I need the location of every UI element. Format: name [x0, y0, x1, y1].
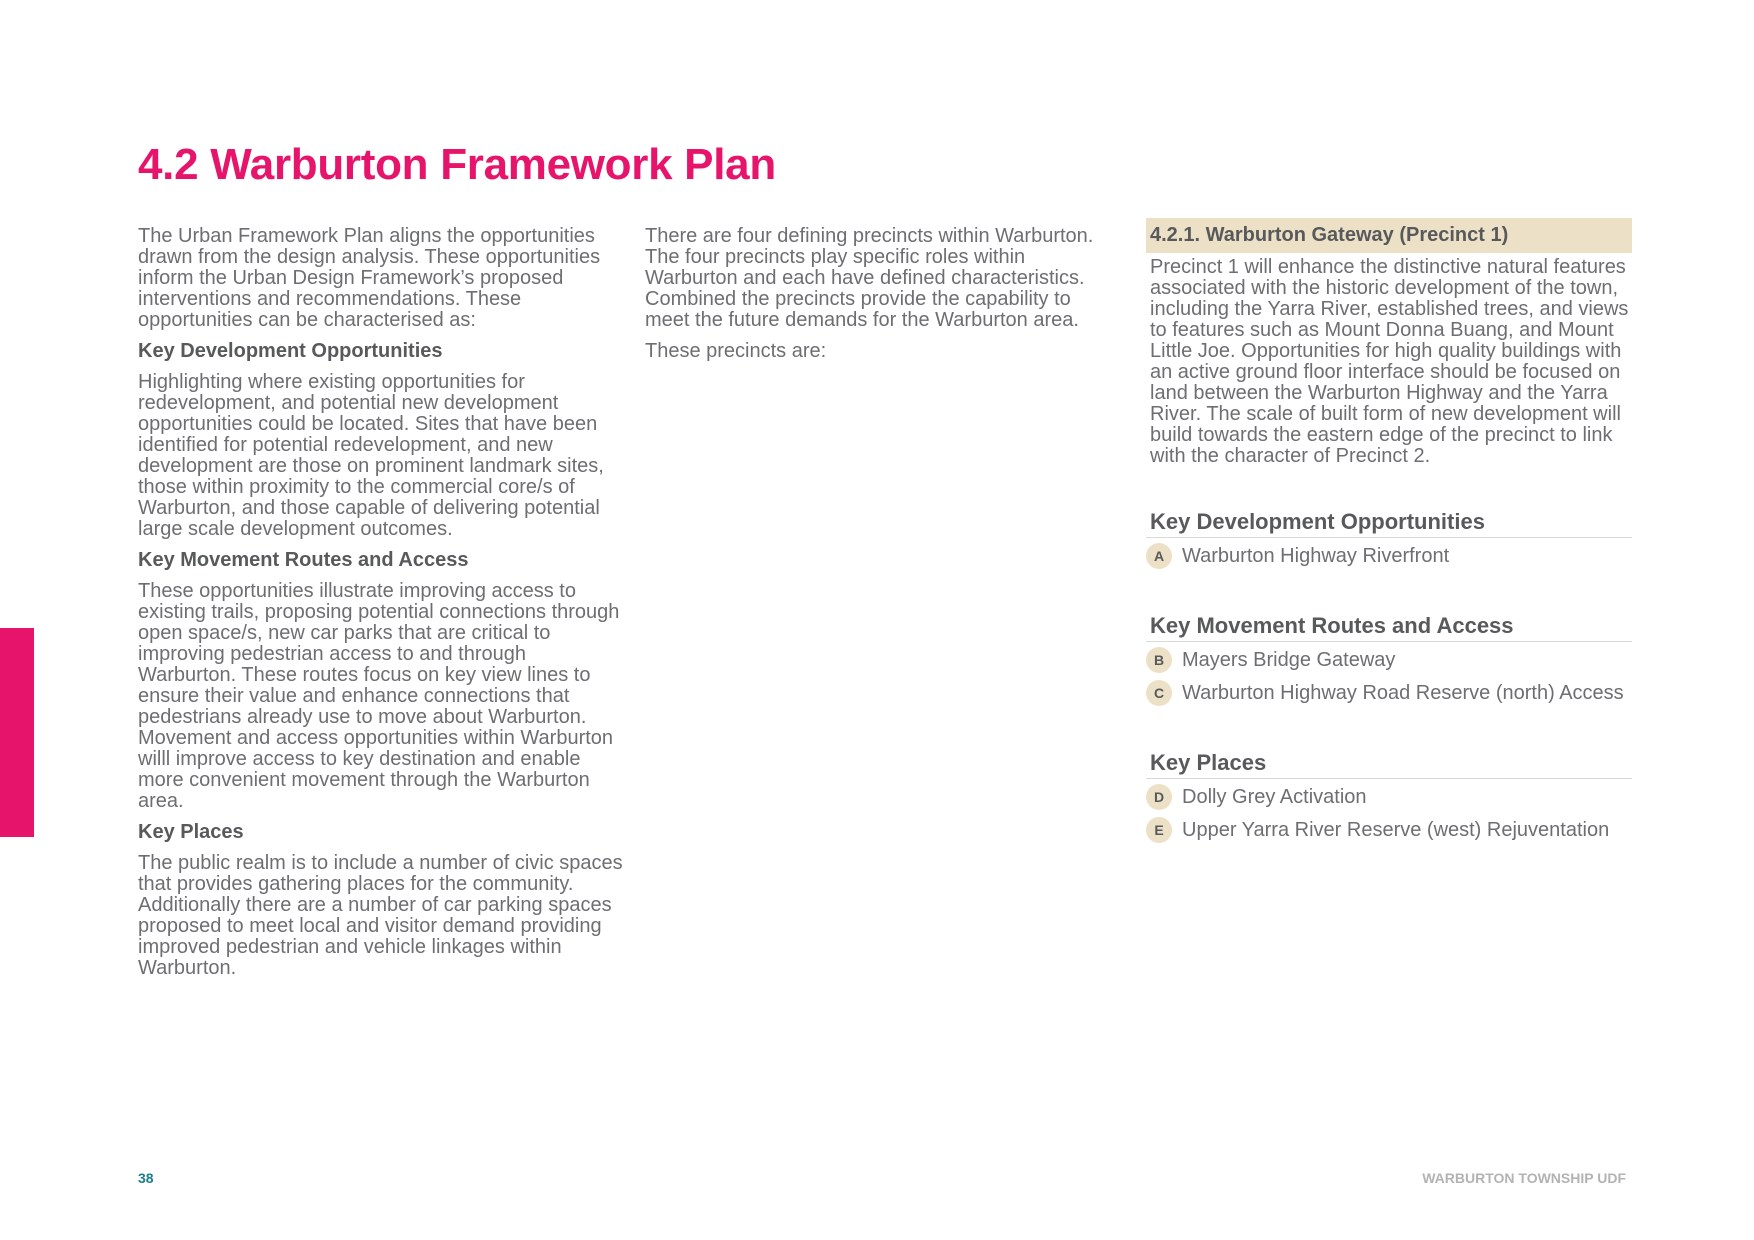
precinct-description: Precinct 1 will enhance the distinctive natural features associated with the historic development of the town, including the Yarra River, established trees, and views to features such as Mount Donna Buang, and Mount Little Joe. Opportunities for high quality buildings with an active ground floor interface should be focused on land between the Warburton Highway and the Yarra River. The scale of built form of new development will build towards the eastern edge of the precinct to link with the character of Precinct 2. [1150, 256, 1629, 467]
list-item-label: Mayers Bridge Gateway [1182, 648, 1396, 671]
letter-badge: D [1146, 784, 1172, 810]
list-item [1146, 815, 1632, 845]
letter-badge: C [1146, 680, 1172, 706]
movement-group [1146, 611, 1632, 708]
letter-badge: E [1146, 817, 1172, 843]
places-group-heading: Key Places [1146, 748, 1632, 779]
letter-badge: B [1146, 647, 1172, 673]
list-item [1146, 541, 1632, 571]
page-number: 38 [138, 1170, 154, 1186]
list-item [1146, 782, 1632, 812]
list-item [1146, 678, 1632, 708]
list-item-label: Dolly Grey Activation [1182, 785, 1367, 808]
list-item-label: Warburton Highway Road Reserve (north) Access [1182, 681, 1624, 704]
list-item-label: Upper Yarra River Reserve (west) Rejuventation [1182, 818, 1610, 841]
movement-paragraph: These opportunities illustrate improving access to existing trails, proposing potential connections through open space/s, new car parks that are critical to improving pedestrian access to and through Warburton. These routes focus on key view lines to ensure their value and enhance connections that pedestrians already use to move about Warburton. Movement and access opportunities within Warburton willl improve access to key destination and enable more convenient movement through the Warburton area. [138, 580, 620, 812]
subheading-places: Key Places [138, 821, 244, 843]
subheading-movement: Key Movement Routes and Access [138, 549, 469, 571]
intro-paragraph: The Urban Framework Plan aligns the opportunities drawn from the design analysis. These opportunities inform the Urban Design Framework’s proposed interventions and recommendations. These opportunities can be characterised as: [138, 225, 601, 331]
precinct-heading: 4.2.1. Warburton Gateway (Precinct 1) [1146, 218, 1632, 253]
development-group-heading: Key Development Opportunities [1146, 507, 1632, 538]
list-item [1146, 645, 1632, 675]
column-middle [645, 226, 1120, 372]
places-paragraph: The public realm is to include a number of civic spaces that provides gathering places for the community. Additionally there are a number of car parking spaces proposed to meet local and visitor demand providing improved pedestrian and vehicle linkages within Warburton. [138, 852, 623, 979]
column-right [1146, 218, 1632, 845]
section-tab-marker [0, 628, 34, 837]
page-title: 4.2 Warburton Framework Plan [138, 140, 776, 189]
subheading-development: Key Development Opportunities [138, 340, 443, 362]
letter-badge: A [1146, 543, 1172, 569]
development-paragraph: Highlighting where existing opportunities for redevelopment, and potential new development opportunities could be located. Sites that have been identified for potential redevelopment, and new development are those on prominent landmark sites, those within proximity to the commercial core/s of Warburton, and those capable of delivering potential large scale development outcomes. [138, 371, 604, 540]
precincts-lead: These precincts are: [645, 340, 827, 362]
places-group [1146, 748, 1632, 845]
precincts-paragraph: There are four defining precincts within Warburton. The four precincts play specific roles within Warburton and each have defined characteristics. Combined the precincts provide the capability to meet the future demands for the Warburton area. [645, 225, 1094, 331]
document-title: WARBURTON TOWNSHIP UDF [1422, 1170, 1626, 1186]
column-left [138, 226, 628, 989]
development-group [1146, 507, 1632, 571]
list-item-label: Warburton Highway Riverfront [1182, 544, 1450, 567]
movement-group-heading: Key Movement Routes and Access [1146, 611, 1632, 642]
